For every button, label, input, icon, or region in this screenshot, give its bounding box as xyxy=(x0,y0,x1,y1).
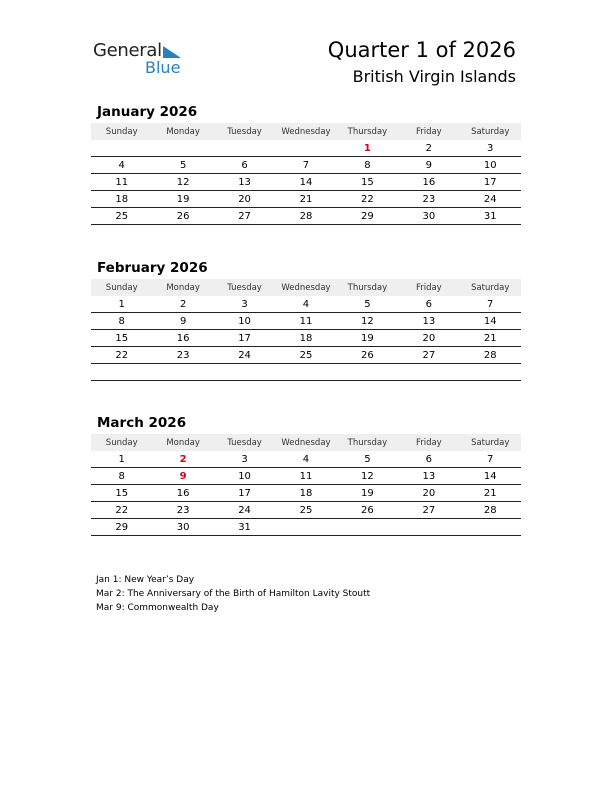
day-cell: 8 xyxy=(364,159,371,171)
day-cell: 21 xyxy=(299,193,313,205)
weekday-header xyxy=(91,123,521,140)
week-row xyxy=(91,347,521,364)
day-cell: 28 xyxy=(299,210,313,222)
weekday-label: Friday xyxy=(415,282,442,293)
day-cell: 30 xyxy=(422,210,436,222)
day-cell: 11 xyxy=(299,315,313,327)
weekday-label: Monday xyxy=(166,282,200,293)
week-row xyxy=(91,468,521,485)
week-row xyxy=(91,451,521,468)
day-cell: 17 xyxy=(238,332,251,344)
page-title: Quarter 1 of 2026 xyxy=(327,38,516,62)
weekday-label: Wednesday xyxy=(281,437,331,448)
day-cell: 13 xyxy=(422,315,436,327)
day-cell: 4 xyxy=(302,453,310,465)
day-cell: 22 xyxy=(115,504,129,516)
holiday-note: Mar 9: Commonwealth Day xyxy=(96,603,219,613)
day-cell: 16 xyxy=(176,332,190,344)
week-row xyxy=(91,157,521,174)
day-cell: 6 xyxy=(425,298,432,310)
week-row xyxy=(91,364,521,381)
weekday-label: Monday xyxy=(166,126,200,137)
day-cell: 13 xyxy=(422,470,436,482)
weekday-label: Saturday xyxy=(471,126,510,137)
day-cell: 22 xyxy=(361,193,374,205)
week-row xyxy=(91,296,521,313)
weekday-header xyxy=(91,434,521,451)
day-cell: 1 xyxy=(118,298,125,310)
day-cell: 20 xyxy=(422,332,436,344)
day-cell: 11 xyxy=(115,176,129,188)
weekday-label: Friday xyxy=(415,437,442,448)
day-cell: 9 xyxy=(179,315,187,327)
day-cell: 23 xyxy=(176,504,190,516)
month-january xyxy=(91,103,521,225)
day-cell: 3 xyxy=(487,142,494,154)
day-cell: 19 xyxy=(361,332,374,344)
day-cell: 8 xyxy=(118,470,125,482)
day-cell: 29 xyxy=(361,210,374,222)
weekday-label: Tuesday xyxy=(227,126,262,137)
day-cell: 21 xyxy=(483,487,497,499)
day-cell: 24 xyxy=(238,349,251,361)
day-cell: 5 xyxy=(364,298,371,310)
weekday-label: Wednesday xyxy=(281,126,331,137)
generalblue-logo xyxy=(93,40,193,80)
day-cell: 10 xyxy=(483,159,497,171)
day-cell: 16 xyxy=(176,487,190,499)
weekday-label: Thursday xyxy=(347,282,388,293)
day-cell: 27 xyxy=(238,210,251,222)
day-cell: 27 xyxy=(422,504,436,516)
day-cell: 27 xyxy=(422,349,436,361)
day-cell: 31 xyxy=(238,521,251,533)
month-title: January 2026 xyxy=(97,104,198,120)
day-cell: 19 xyxy=(176,193,190,205)
month-march xyxy=(91,414,521,536)
day-cell: 18 xyxy=(299,487,313,499)
day-cell: 22 xyxy=(115,349,129,361)
day-cell: 11 xyxy=(299,470,313,482)
day-cell: 25 xyxy=(299,504,313,516)
week-row xyxy=(91,519,521,536)
day-cell: 6 xyxy=(425,453,432,465)
day-cell: 8 xyxy=(118,315,125,327)
weekday-label: Thursday xyxy=(347,126,388,137)
weekday-label: Thursday xyxy=(347,437,388,448)
month-title: February 2026 xyxy=(97,260,208,276)
weekday-label: Sunday xyxy=(105,282,138,293)
week-row xyxy=(91,485,521,502)
day-cell: 3 xyxy=(241,298,248,310)
month-february xyxy=(91,259,521,381)
week-row xyxy=(91,140,521,157)
day-cell: 4 xyxy=(118,159,125,171)
day-cell: 10 xyxy=(238,470,251,482)
day-cell: 1 xyxy=(118,453,125,465)
day-cell: 13 xyxy=(238,176,251,188)
day-cell: 15 xyxy=(361,176,374,188)
day-cell: 20 xyxy=(238,193,251,205)
day-cell: 5 xyxy=(364,453,371,465)
day-cell: 5 xyxy=(179,159,187,171)
day-cell: 21 xyxy=(483,332,497,344)
day-cell: 10 xyxy=(238,315,251,327)
day-cell: 24 xyxy=(238,504,251,516)
weekday-label: Sunday xyxy=(105,437,138,448)
day-cell: 31 xyxy=(483,210,497,222)
weekday-label: Monday xyxy=(166,437,200,448)
day-cell: 25 xyxy=(115,210,129,222)
weekday-label: Saturday xyxy=(471,437,510,448)
day-cell: 26 xyxy=(361,349,374,361)
logo-blue-text: Blue xyxy=(145,58,181,77)
day-cell: 1 xyxy=(363,142,371,154)
day-cell: 2 xyxy=(179,453,187,465)
day-cell: 12 xyxy=(361,315,374,327)
day-cell: 30 xyxy=(176,521,190,533)
day-cell: 16 xyxy=(422,176,436,188)
day-cell: 15 xyxy=(115,332,129,344)
weekday-label: Saturday xyxy=(471,282,510,293)
day-cell: 2 xyxy=(179,298,187,310)
holiday-note: Jan 1: New Year’s Day xyxy=(96,575,195,585)
day-cell: 14 xyxy=(299,176,313,188)
weekday-label: Friday xyxy=(415,126,442,137)
day-cell: 19 xyxy=(361,487,374,499)
weekday-label: Tuesday xyxy=(227,437,262,448)
day-cell: 7 xyxy=(487,298,494,310)
day-cell: 29 xyxy=(115,521,129,533)
weekday-label: Tuesday xyxy=(227,282,262,293)
day-cell: 14 xyxy=(483,315,497,327)
day-cell: 7 xyxy=(302,159,310,171)
day-cell: 18 xyxy=(115,193,129,205)
week-row xyxy=(91,330,521,347)
week-row xyxy=(91,191,521,208)
week-row xyxy=(91,313,521,330)
day-cell: 3 xyxy=(241,453,248,465)
weekday-label: Wednesday xyxy=(281,282,331,293)
day-cell: 26 xyxy=(361,504,374,516)
day-cell: 28 xyxy=(483,349,497,361)
day-cell: 9 xyxy=(425,159,432,171)
day-cell: 20 xyxy=(422,487,436,499)
page-subtitle: British Virgin Islands xyxy=(352,67,516,86)
day-cell: 23 xyxy=(176,349,190,361)
day-cell: 18 xyxy=(299,332,313,344)
week-row xyxy=(91,208,521,225)
day-cell: 28 xyxy=(483,504,497,516)
day-cell: 15 xyxy=(115,487,129,499)
day-cell: 7 xyxy=(487,453,494,465)
week-row xyxy=(91,174,521,191)
day-cell: 17 xyxy=(238,487,251,499)
day-cell: 12 xyxy=(176,176,190,188)
day-cell: 4 xyxy=(302,298,310,310)
day-cell: 17 xyxy=(483,176,497,188)
logo-general-text: General xyxy=(93,40,162,61)
day-cell: 9 xyxy=(179,470,187,482)
month-title: March 2026 xyxy=(97,415,187,431)
day-cell: 26 xyxy=(176,210,190,222)
day-cell: 23 xyxy=(422,193,436,205)
day-cell: 14 xyxy=(483,470,497,482)
holiday-notes xyxy=(96,573,370,615)
day-cell: 2 xyxy=(425,142,432,154)
day-cell: 12 xyxy=(361,470,374,482)
week-row xyxy=(91,502,521,519)
weekday-header xyxy=(91,279,521,296)
holiday-note: Mar 2: The Anniversary of the Birth of Hamilton Lavity Stoutt xyxy=(96,589,371,599)
day-cell: 24 xyxy=(483,193,497,205)
weekday-label: Sunday xyxy=(105,126,138,137)
day-cell: 6 xyxy=(241,159,248,171)
day-cell: 25 xyxy=(299,349,313,361)
